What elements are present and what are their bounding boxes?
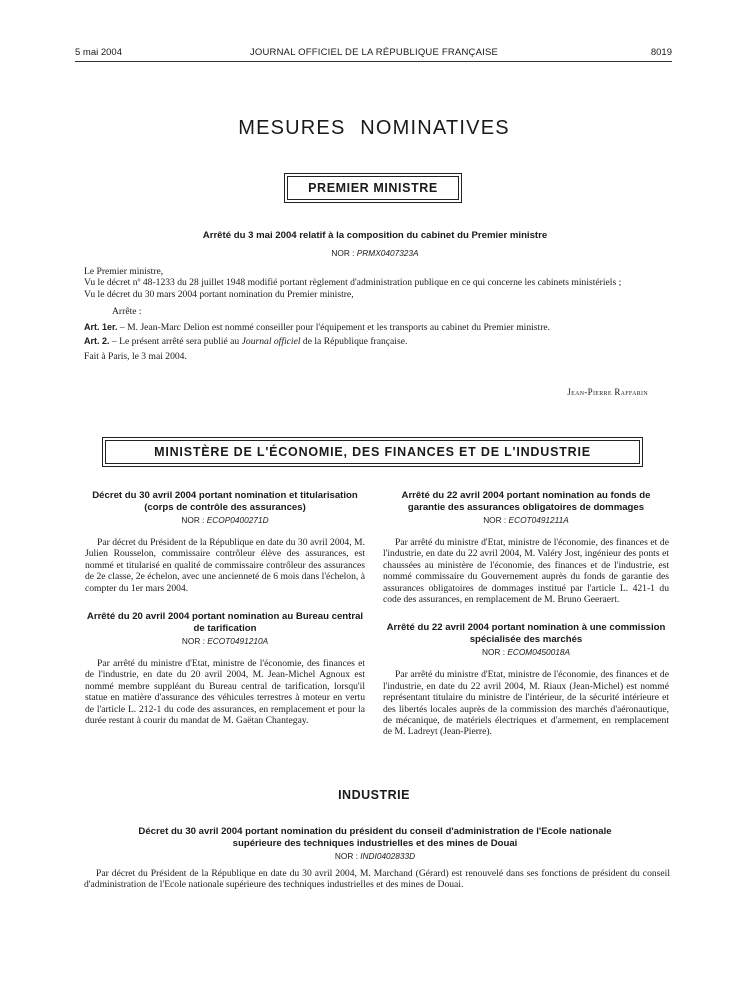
decret-title: Décret du 30 avril 2004 portant nomination et titularisation (corps de contrôle des assurances)	[92, 490, 358, 513]
signature: Jean-Pierre Raffarin	[567, 387, 648, 397]
nor-reference	[120, 851, 630, 861]
left-column	[85, 490, 365, 743]
journal-officiel-italic: Journal officiel	[241, 336, 301, 348]
page-title: MESURES NOMINATIVES	[238, 117, 510, 139]
decret-title: Décret du 30 avril 2004 portant nomination du président du conseil d'administration de l'Ecole nationale supérieure des techniques industrielles et des mines de Douai	[138, 826, 612, 849]
nor-label: NOR :	[181, 515, 207, 525]
arrete-riaux	[383, 622, 669, 737]
header-date: 5 mai 2004	[75, 47, 123, 58]
preamble-line: Le Premier ministre,	[84, 266, 164, 277]
fait-a-paris: Fait à Paris, le 3 mai 2004.	[84, 351, 187, 363]
arrete-title: Arrêté du 20 avril 2004 portant nomination au Bureau central de tarification	[86, 611, 364, 634]
right-column	[383, 490, 669, 755]
nor-code: ECOP0400271D	[206, 515, 269, 525]
nor-reference	[383, 647, 669, 657]
nor-code: PRMX0407323A	[356, 248, 419, 258]
article-2-text: – Le présent arrêté sera publié au	[109, 336, 242, 348]
article-2-text-end: de la République française.	[300, 336, 408, 348]
nor-reference	[85, 636, 365, 646]
header-page-number: 8019	[650, 47, 672, 58]
decret-text: Par décret du Président de la République en date du 30 avril 2004, M. Julien Rousselon, commissaire contrôleur élève des assurances, est nommé et titularisé en qualité de commissaire contrôleur des assurances de 2e classe, 2e échelon, avec une ancienneté de 6 mois dans l'échelon, à compter du 1er mars 2004.	[85, 537, 365, 594]
section-heading-premier-ministre: PREMIER MINISTRE	[287, 176, 459, 200]
nor-code: INDI0402833D	[360, 851, 416, 861]
arrete-jost	[383, 490, 669, 605]
arrete-text: Par arrêté du ministre d'Etat, ministre de l'économie, des finances et de l'industrie, en date du 22 avril 2004, M. Valéry Jost, ingénieur des ponts et chaussées au ministère de l'économie, des finances et de l'industrie, est nommé commissaire du Gouvernement auprès du fonds de garantie des assurances obligatoires de dommages institué par l'article L. 421-1 du code des assurances, en remplacement de M. Bruno Geeraert.	[383, 537, 669, 606]
header-journal-name: JOURNAL OFFICIEL DE LA RÉPUBLIQUE FRANÇAISE	[249, 47, 499, 58]
article-1-label: Art. 1er.	[84, 321, 118, 332]
arrete-text: Par arrêté du ministre d'Etat, ministre de l'économie, des finances et de l'industrie, en date du 20 avril 2004, M. Jean-Michel Agnoux est nommé membre suppléant du Bureau central de tarification, lorsqu'il statue en matière d'assurance des véhicules terrestres à moteur en vertu de l'article L. 212-1 du code des assurances, en remplacement et pour la durée restant à courir du mandat de M. Gaëtan Chantegay.	[85, 658, 365, 727]
nor-code: ECOT0491211A	[508, 515, 569, 525]
nor-code: ECOT0491210A	[207, 636, 269, 647]
nor-label: NOR :	[331, 248, 357, 258]
arrete-text: Par arrêté du ministre d'Etat, ministre de l'économie, des finances et de l'industrie, en date du 22 avril 2004, M. Riaux (Jean-Michel) est nommé représentant titulaire du ministre de l'intérieur, de la sécurité intérieure et des libertés locales auprès de la commission des marchés d'aéronautique, de mécanique, de matériels électriques et d'armement, en remplacement de M. Ladreyt (Jean-Pierre).	[383, 669, 669, 738]
arrete-word: Arrête :	[112, 306, 142, 318]
arrete-body	[84, 266, 670, 363]
arrete-agnoux	[85, 611, 365, 726]
article-1	[84, 322, 670, 333]
decret-text: Par décret du Président de la République en date du 30 avril 2004, M. Marchand (Gérard) est renouvelé dans ses fonctions de président du conseil d'administration de l'Ecole nationale supérieure des techniques industrielles et des mines de Douai.	[84, 868, 670, 891]
article-2-label: Art. 2.	[84, 336, 110, 347]
preamble-line: Vu le décret du 30 mars 2004 portant nomination du Premier ministre,	[84, 288, 354, 300]
article-2	[84, 336, 670, 347]
arrete-title: Arrêté du 22 avril 2004 portant nomination au fonds de garantie des assurances obligatoires de dommages	[401, 490, 651, 513]
section-heading-industrie: INDUSTRIE	[338, 788, 410, 802]
section-heading-economie: MINISTÈRE DE L'ÉCONOMIE, DES FINANCES ET DE L'INDUSTRIE	[105, 440, 640, 464]
decret-rousselon	[85, 490, 365, 594]
nor-code: ECOM0450018A	[507, 647, 571, 658]
preamble-line: Vu le décret nº 48-1233 du 28 juillet 1948 modifié portant règlement d'administration publique en ce qui concerne les cabinets ministériels ;	[84, 277, 622, 289]
nor-reference	[383, 515, 669, 525]
nor-label: NOR :	[334, 851, 361, 861]
nor-label: NOR :	[483, 515, 509, 525]
arrete-title: Arrêté du 3 mai 2004 relatif à la composition du cabinet du Premier ministre	[202, 230, 548, 241]
nor-label: NOR :	[181, 636, 208, 647]
nor-reference	[85, 515, 365, 525]
header-rule	[75, 61, 672, 62]
arrete-title: Arrêté du 22 avril 2004 portant nomination à une commission spécialisée des marchés	[386, 622, 666, 645]
nor-reference	[80, 248, 670, 258]
nor-label: NOR :	[481, 647, 508, 658]
article-1-text: – M. Jean-Marc Delion est nommé conseiller pour l'équipement et les transports au cabinet du Premier ministre.	[117, 321, 551, 333]
